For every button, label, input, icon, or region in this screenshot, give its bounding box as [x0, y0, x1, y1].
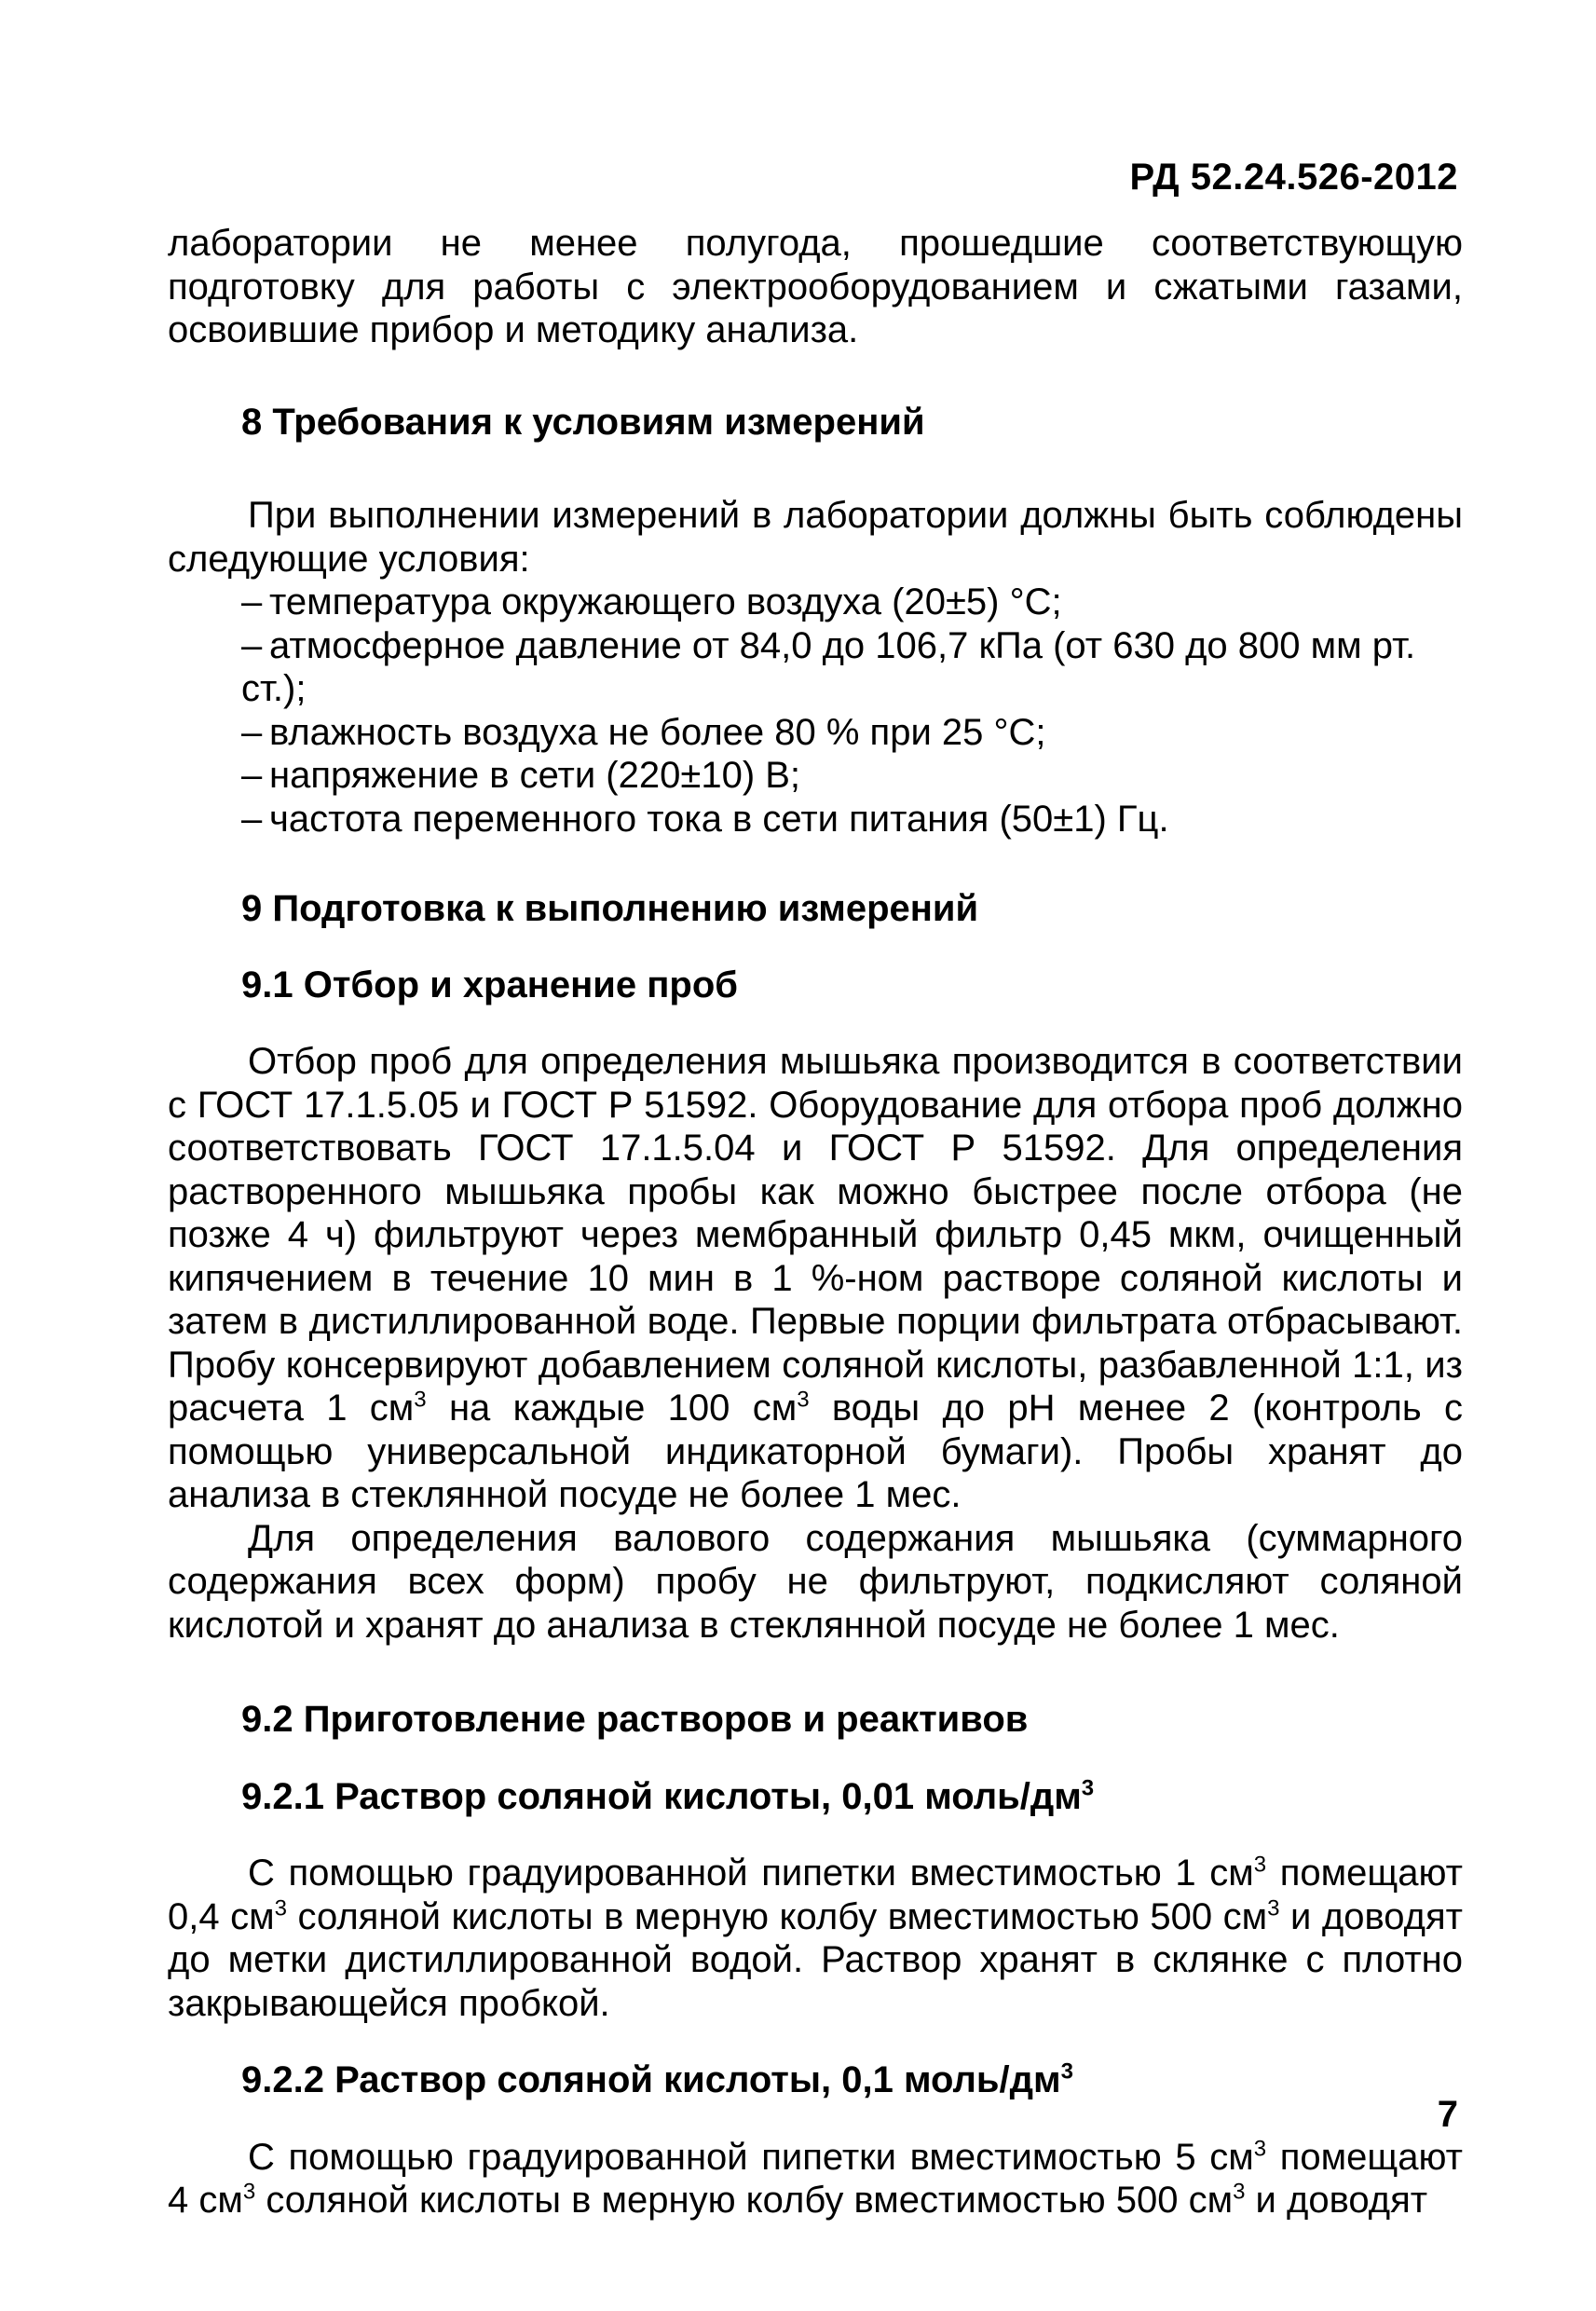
section-9-2-heading: 9.2 Приготовление растворов и реактивов — [241, 1699, 1029, 1740]
page-content — [168, 222, 1463, 2222]
list-item: – атмосферное давление от 84,0 до 106,7 кПа (от 630 до 800 мм рт. ст.); — [241, 624, 1416, 709]
conditions-list — [168, 581, 1463, 841]
section-9-2-2-heading: 9.2.2 Раствор соляной кислоты, 0,1 моль/$дм^3$ — [241, 2058, 1073, 2100]
solution-001-paragraph: С помощью градуированной пипетки вместимостью 1 $см^3$ помещают 0,4 $см^3$ соляной кислоты в мерную колбу вместимостью 500 $см^3$ и доводят до метки дистиллированной водой. Раствор хранят в склянке с плотно закрывающейся пробкой. — [168, 1852, 1463, 2024]
solution-01-paragraph: С помощью градуированной пипетки вместимостью 5 $см^3$ помещают 4 $см^3$ соляной кислоты в мерную колбу вместимостью 500 $см^3$ и доводят — [168, 2136, 1463, 2221]
list-item: – частота переменного тока в сети питания (50±1) Гц. — [241, 798, 1169, 840]
page-number: 7 — [1437, 2094, 1458, 2135]
document-code: РД 52.24.526-2012 — [1129, 157, 1458, 198]
storage-paragraph: Для определения валового содержания мышьяка (суммарного содержания всех форм) пробу не фильтруют, подкисляют соляной кислотой и хранят до анализа в стеклянной посуде не более 1 мес. — [168, 1517, 1463, 1646]
section-8-intro: При выполнении измерений в лаборатории должны быть соблюдены следующие условия: — [168, 495, 1463, 580]
sampling-paragraph: Отбор проб для определения мышьяка производится в соответствии с ГОСТ 17.1.5.05 и ГОСТ Р 51592. Оборудование для отбора проб должно соответствовать ГОСТ 17.1.5.04 и ГОСТ Р 51592. Для определения растворенного мышьяка пробы как можно быстрее после отбора (не позже 4 ч) фильтруют через мембранный фильтр 0,45 мкм, очищенный кипячением в течение 10 мин в 1 %-ном растворе соляной кислоты и затем в дистиллированной воде. Первые порции фильтрата отбрасывают. Пробу консервируют добавлением соляной кислоты, разбавленной 1:1, из расчета 1 $см^3$ на каждые 100 $см^3$ воды до рН менее 2 (контроль с помощью универсальной индикаторной бумаги). Пробы хранят до анализа в стеклянной посуде не более 1 мес. — [168, 1041, 1464, 1515]
section-8-heading: 8 Требования к условиям измерений — [241, 401, 925, 443]
list-item: – влажность воздуха не более 80 % при 25 °С; — [241, 711, 1046, 753]
section-9-2-1-heading: 9.2.1 Раствор соляной кислоты, 0,01 моль/$дм^3$ — [241, 1775, 1095, 1817]
list-item: – напряжение в сети (220±10) В; — [241, 755, 801, 796]
section-9-1-heading: 9.1 Отбор и хранение проб — [241, 964, 738, 1005]
list-item: – температура окружающего воздуха (20±5) °С; — [241, 581, 1062, 622]
section-9-heading: 9 Подготовка к выполнению измерений — [241, 888, 979, 929]
continued-paragraph: лаборатории не менее полугода, прошедшие соответствующую подготовку для работы с электрооборудованием и сжатыми газами, освоившие прибор и методику анализа. — [168, 223, 1463, 350]
